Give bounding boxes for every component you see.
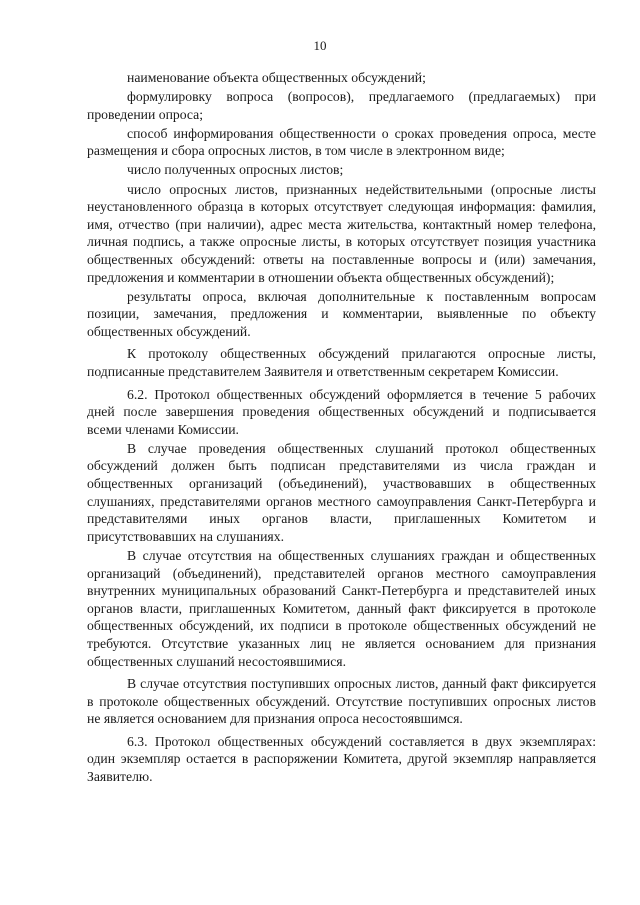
paragraph: В случае проведения общественных слушаний протокол общественных обсуждений должен быть подписан представителями из числа граждан и общественных организаций (объединений), участвовавших в общественных слушаниях, представителями органов местного самоуправления Санкт-Петербурга и представителями иных органов власти, приглашенных Комитетом и присутствовавших на слушаниях.: [87, 440, 596, 544]
paragraph: 6.3. Протокол общественных обсуждений составляется в двух экземплярах: один экземпляр остается в распоряжении Комитета, другой экземпляр направляется Заявителю.: [87, 733, 596, 785]
paragraph: В случае отсутствия на общественных слушаниях граждан и общественных организаций (объединений), представителей органов местного самоуправления внутренних муниципальных образований Санкт-Петербурга и представителей иных органов власти, приглашенных Комитетом, данный факт фиксируется в протоколе общественных обсуждений, их подписи в протоколе общественных обсуждений не требуются. Отсутствие указанных лиц не является основанием для признания общественных слушаний несостоявшимися.: [87, 547, 596, 669]
paragraph: число опросных листов, признанных недействительными (опросные листы неустановленного образца в которых отсутствует следующая информация: фамилия, имя, отчество (при наличии), адрес места жительства, контактный номер телефона, личная подпись, а также опросные листы, в которых отсутствует позиция участника общественных обсуждений: ответы на поставленные вопросы и (или) замечания, предложения и комментарии в отношении объекта общественных обсуждений);: [87, 181, 596, 285]
paragraph: формулировку вопроса (вопросов), предлагаемого (предлагаемых) при проведении опроса;: [87, 89, 596, 122]
paragraph: число полученных опросных листов;: [127, 162, 344, 178]
paragraph: способ информирования общественности о сроках проведения опроса, месте размещения и сбора опросных листов, в том числе в электронном виде;: [87, 125, 596, 159]
paragraph: наименование объекта общественных обсуждений;: [127, 70, 426, 85]
paragraph: В случае отсутствия поступивших опросных листов, данный факт фиксируется в протоколе общественных обсуждений. Отсутствие поступивших опросных листов не является основанием для признания опроса несостоявшимся.: [87, 676, 596, 727]
paragraph: К протоколу общественных обсуждений прилагаются опросные листы, подписанные представителем Заявителя и ответственным секретарем Комиссии.: [87, 346, 596, 379]
paragraph: 6.2. Протокол общественных обсуждений оформляется в течение 5 рабочих дней после завершения проведения общественных обсуждений и подписывается всеми членами Комиссии.: [87, 386, 596, 437]
body-text: [87, 69, 596, 787]
page-number: 10: [313, 38, 327, 53]
paragraph: результаты опроса, включая дополнительные к поставленным вопросам позиции, замечания, предложения и комментарии, выявленные по объекту общественных обсуждений.: [87, 288, 596, 339]
